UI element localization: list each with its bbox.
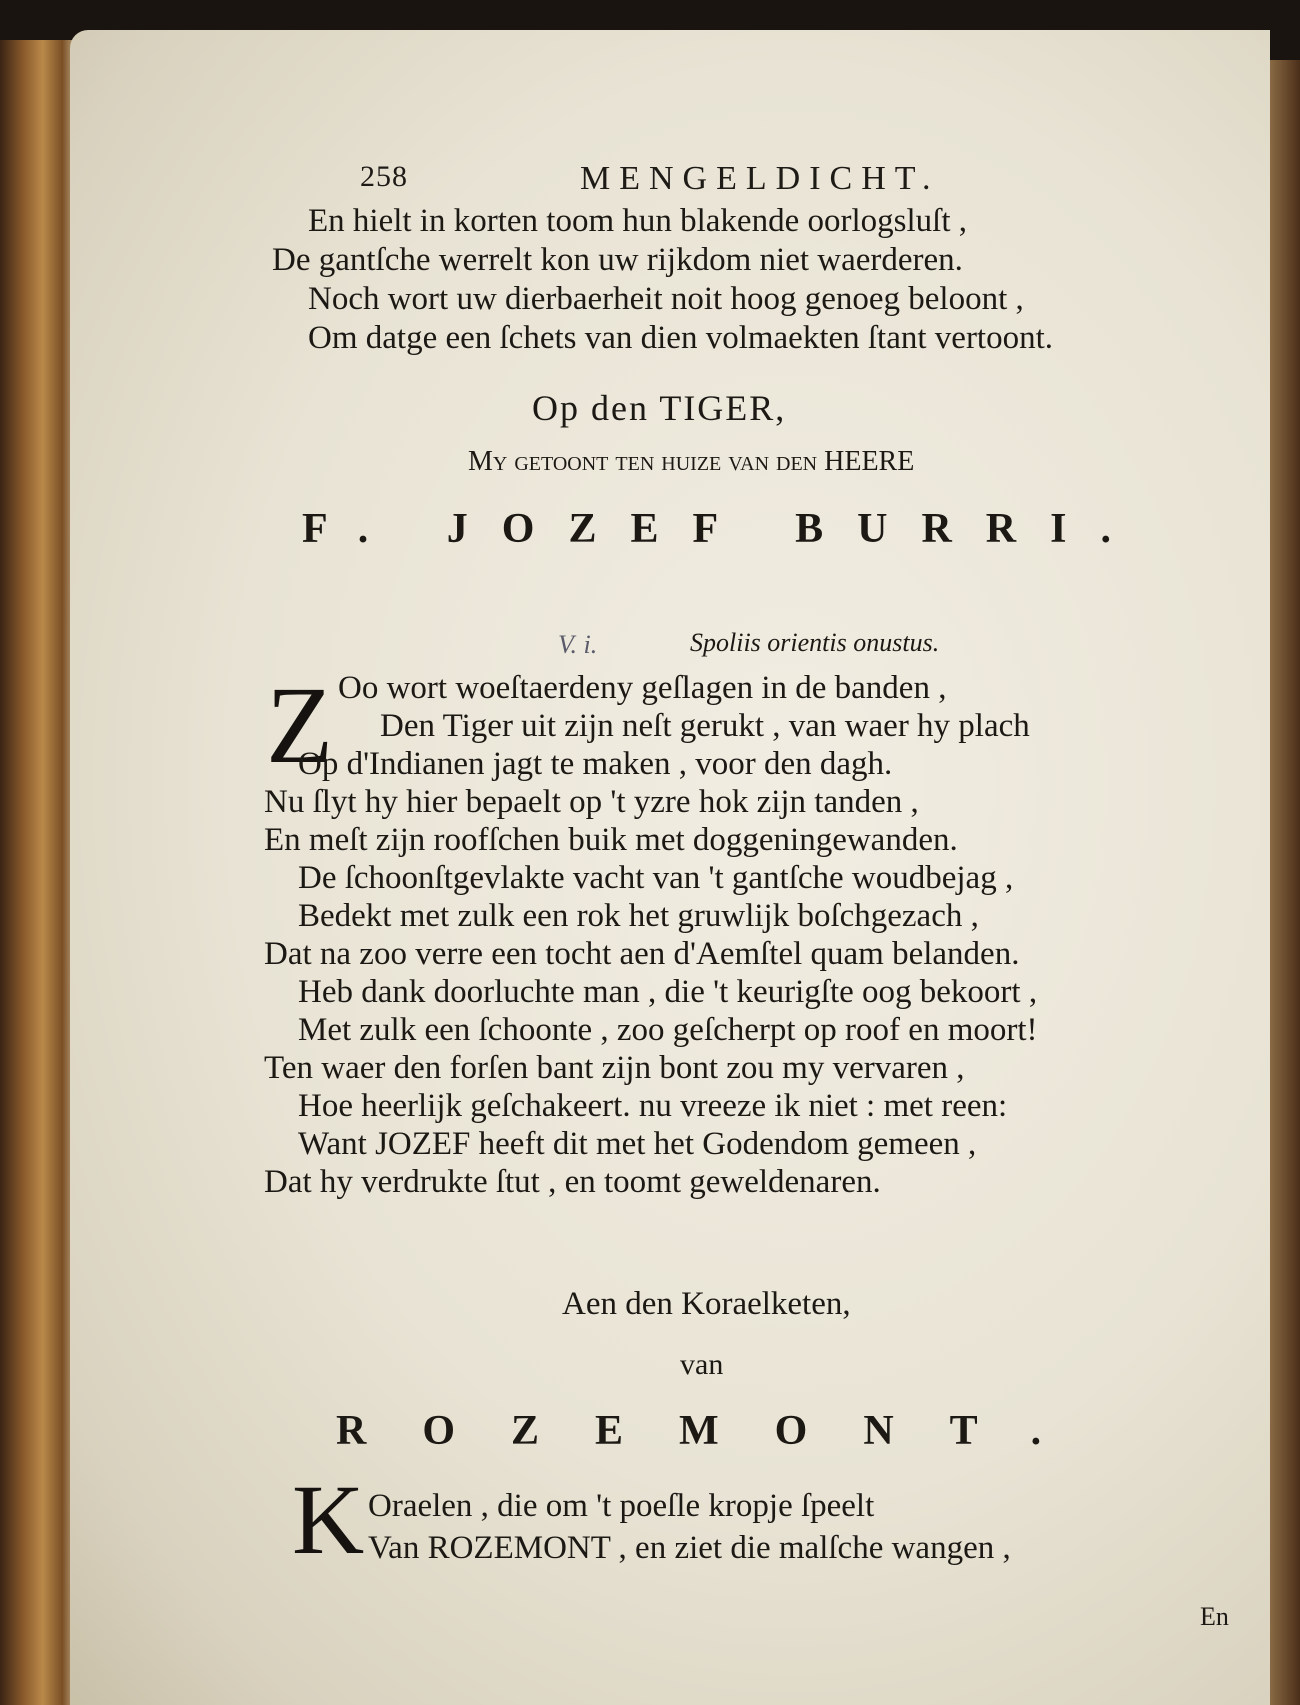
running-title: MENGELDICHT. [580, 160, 940, 197]
poem2-line: Bedekt met zulk een rok het gruwlijk boſchgezach , [298, 898, 979, 934]
poem2-line: Ten waer den forſen bant zijn bont zou my vervaren , [264, 1050, 965, 1086]
poem2-motto: Spoliis orientis onustus. [690, 628, 940, 657]
poem2-line: Dat hy verdrukte ſtut , en toomt geweldenaren. [264, 1164, 881, 1200]
poem2-line: Den Tiger uit zijn neſt gerukt , van waer hy plach [380, 708, 1030, 744]
poem2-title: Op den TIGER, [532, 388, 787, 428]
poem2-line: Want JOZEF heeft dit met het Godendom gemeen , [298, 1126, 977, 1162]
poem2-line: Op d'Indianen jagt te maken , voor den dagh. [298, 746, 893, 782]
poem3-title: Aen den Koraelketen, [562, 1286, 851, 1322]
book-page [70, 30, 1270, 1705]
poem3-line: Van ROZEMONT , en ziet die malſche wangen , [368, 1530, 1011, 1566]
poem2-line: Oo wort woeſtaerdeny geſlagen in de banden , [338, 670, 947, 706]
handwritten-note: V. i. [558, 630, 598, 659]
page-header [360, 160, 1140, 200]
poem3-line: Oraelen , die om 't poeſle kropje ſpeelt [368, 1488, 875, 1524]
poem2-line: Met zulk een ſchoonte , zoo geſcherpt op roof en moort! [298, 1012, 1038, 1048]
poem2-line: Dat na zoo verre een tocht aen d'Aemſtel quam belanden. [264, 936, 1020, 972]
poem2-line: Hoe heerlijk geſchakeert. nu vreeze ik niet : met reen: [298, 1088, 1008, 1124]
poem2-line: Nu ſlyt hy hier bepaelt op 't yzre hok zijn tanden , [264, 784, 919, 820]
page-number: 258 [360, 160, 408, 193]
poem2-subtitle: My getoont ten huize van den HEERE [468, 446, 915, 477]
poem3-dropcap: K [292, 1464, 365, 1575]
poem3-dedicatee: ROZEMONT. [336, 1408, 1098, 1454]
poem2-line: En meſt zijn roofſchen buik met doggeningewanden. [264, 822, 958, 858]
catchword: En [1200, 1602, 1229, 1631]
poem1-line: Noch wort uw dierbaerheit noit hoog genoeg beloont , [308, 281, 1024, 317]
poem3-van: van [680, 1348, 724, 1381]
poem1-line: En hielt in korten toom hun blakende oorlogsluſt , [308, 203, 967, 239]
poem1-line: De gantſche werrelt kon uw rijkdom niet waerderen. [272, 242, 963, 278]
poem2-dropcap: Z [266, 664, 334, 786]
book-edge-left [0, 40, 78, 1705]
poem2-line: Heb dank doorluchte man , die 't keurigſte oog bekoort , [298, 974, 1038, 1010]
poem2-dedicatee: F. JOZEF BURRI. [302, 506, 1145, 552]
poem1-line: Om datge een ſchets van dien volmaekten ſtant vertoont. [308, 320, 1054, 356]
poem2-line: De ſchoonſtgevlakte vacht van 't gantſche woudbejag , [298, 860, 1014, 896]
